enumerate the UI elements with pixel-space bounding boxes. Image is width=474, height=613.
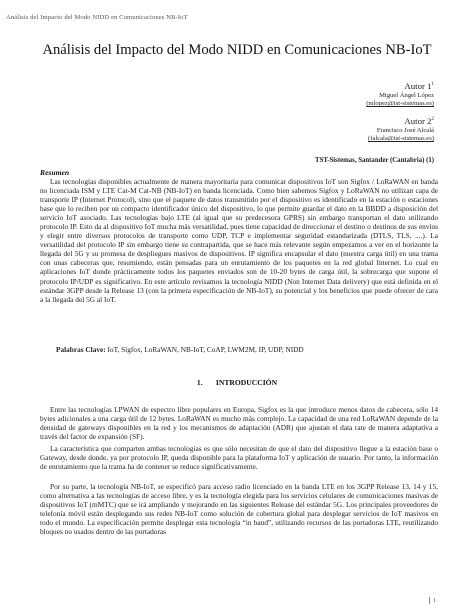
abstract-text: Las tecnologías disponibles actualmente de manera mayoritaria para comunicar dispositivos IoT son Sigfox / LoRaWAN en banda no licenciada ISM y LTE Cat-M Cat-NB (NB-IoT) en banda licenciada. Como bien sabemos Sigfox y LoRaWAN no utilizan capa de transporte IP (Internet Protocol), sino que el paquete de datos transmitido por el dispositivo es identificado en la estación o estaciones base que lo reciben por un compacto identificador único del dispositivo, lo que permite guardar el dato en la BBDD a disposición del servicio IoT asociado. Las tecnologías bajo LTE (al igual que su predecesora GPRS) sin embargo transportan el dato utilizando protocolo IP. Esto da al dispositivo IoT mucha más versatilidad, pues tiene capacidad de direccionar el destino o destinos de sus envíos y elegir entre diversos protocolos de transporte como UDP, TCP e implementar seguridad estandarizada (DTLS, TLS, ....). La versatilidad del protocolo IP sin embargo tiene su contrapartida, que se hace más relevante según empezamos a ver en el horizonte la llegada del 5G y su promesa de despliegues masivos de dispositivos. IP significa encapsular el dato (nuestra carga útil) en una trama con unas cabeceras que, resumiendo, están pensadas para un enrutamiento de los paquetes en la red global Internet. Lo cual en aplicaciones IoT donde prácticamente todos los paquetes enviados son de 10-20 bytes de carga útil, la sobrecarga que supone el protocolo IP/UDP es significativo. En este artículo revisamos la tecnología NIDD (Non Internet Data delivery) que está definida en el estándar 3GPP desde la Release 13 (con la primera especificación de NB-IoT), su potencial y los beneficios que puede ofrecer de cara a la llegada del 5G al IoT. <box>40 177 438 304</box>
running-header: Análisis del Impacto del Modo NIDD en Comunicaciones NB-IoT <box>6 14 188 21</box>
paper-title: Análisis del Impacto del Modo NIDD en Comunicaciones NB-IoT <box>42 42 432 58</box>
body-paragraph-3: Por su parte, la tecnología NB-IoT, se especificó para acceso radio licenciado en la banda LTE en los 3GPP Release 13, 14 y 15, como alternativa a las tecnologías de acceso libre, y es la tecnología elegida para los servicios celulares de comunicaciones masivas de dispositivos IoT (mMTC) que se irá ampliando y mejorando en las siguientes Release del estándar 5G. Los principales proveedores de telefonía móvil están desplegando sus redes NB-IoT como solución de cobertura global para desplegar servicios de IoT masivos en todo el mundo. La especificación permite desplegar esta tecnología “in band”, utilizando recursos de las portadoras LTE, reutilizando bloques no usados dentro de las portadoras <box>40 482 438 537</box>
keywords-label: Palabras Clave: <box>56 345 106 354</box>
affiliation: TST-Sistemas, Santander (Cantabria) (1) <box>315 157 434 164</box>
author-label-2 <box>368 114 434 127</box>
author-label-text: Autor 2 <box>404 115 432 126</box>
author-label-text: Autor 1 <box>404 80 432 91</box>
author-marker: 1 <box>431 82 434 87</box>
page-number: 1 <box>429 597 436 604</box>
author-label-1 <box>366 79 434 92</box>
body-paragraph-1: Entre las tecnologías LPWAN de espectro libre populares en Europa, Sigfox es la que introduce menos datos de cabecera, sólo 14 bytes adicionales a una carga útil de 12 bytes. LoRaWAN es mucho más complejo. La capacidad de una red LoRaWAN depende de la densidad de gateways disponibles en la red y los mecanismos de adaptación (ADR) que ajustan el data rate de manera adaptativa a través del factor de expansión (SF). <box>40 405 438 442</box>
keywords-line <box>56 345 304 354</box>
author-name-2: Francisco José Alcalá <box>376 126 434 134</box>
section-heading: 1. INTRODUCCIÓN <box>196 378 278 387</box>
author-block-2 <box>368 114 434 143</box>
author-email-2[interactable]: (falcala@tst-sistemas.es) <box>368 134 434 142</box>
body-paragraph-2: La característica que comparten ambas tecnologías es que sólo necesitan de que el dato del dispositivo llegue a la estación base o Gateway, desde donde, ya por protocolo IP, queda disponible para la plataforma IoT y aplicación de usuario. Por tanto, la información de enrutamiento que la trama ha de contener se reduce significativamente. <box>40 444 438 472</box>
author-email-1[interactable]: (mlopez@tst-sistemas.es) <box>366 99 434 107</box>
author-marker: 2 <box>431 117 434 122</box>
abstract-heading: Resumen <box>40 168 70 177</box>
keywords-text: IoT, Sigfox, LoRaWAN, NB-IoT, CoAP, LWM2M, IP, UDP, NIDD <box>107 345 304 354</box>
author-name-1: Miguel Ángel López <box>379 91 434 99</box>
author-block-1 <box>366 79 434 108</box>
